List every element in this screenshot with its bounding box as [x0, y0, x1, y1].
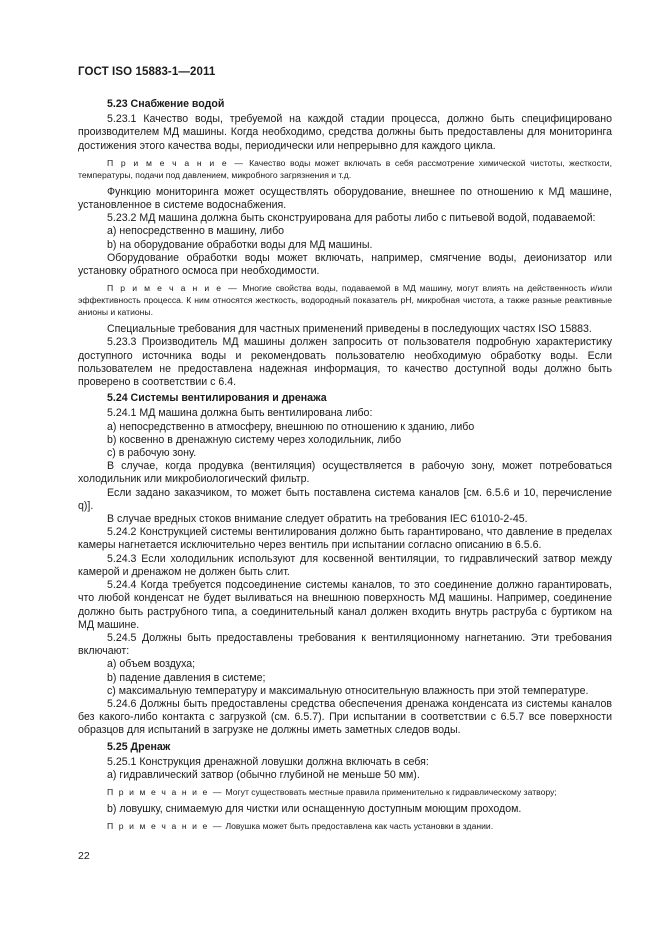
list-item: b) на оборудование обработки воды для МД машины. — [107, 238, 373, 251]
note-label: П р и м е ч а н и е — — [107, 157, 245, 168]
paragraph-monitoring: Функцию мониторинга может осуществлять оборудование, внешнее по отношению к МД машине, установленное в системе водоснабжения. — [78, 185, 612, 212]
paragraph-harmful-effluents: В случае вредных стоков внимание следует обратить на требования IEC 61010-2-45. — [107, 513, 528, 526]
list-item: a) непосредственно в атмосферу, внешнюю по отношению к зданию, либо — [107, 420, 475, 433]
note-water-quality — [78, 157, 612, 181]
section-heading-5-23: 5.23 Снабжение водой — [107, 98, 225, 110]
note-water-properties — [78, 282, 612, 318]
note-text: Ловушка может быть предоставлена как часть установки в здании. — [225, 821, 494, 832]
paragraph-5-23-1: 5.23.1 Качество воды, требуемой на каждой стадии процесса, должно быть специфицировано производителем МД машины. Когда необходимо, средства должны быть предоставлены для мониторинга достижения этого качества воды, периодически или непрерывно для каждого цикла. — [78, 113, 612, 152]
paragraph-5-24-3: 5.24.3 Если холодильник используют для косвенной вентиляции, то гидравлический затвор между камерой и дренажом не должен быть слит. — [78, 552, 612, 578]
page-number: 22 — [78, 850, 90, 862]
note-text: Могут существовать местные правила применительно к гидравлическому затвору; — [225, 787, 557, 798]
note-text: Качество воды может включать в себя рассмотрение химической чистоты, жесткости, температуры, подачи под давлением, микробного загрязнения и т.д. — [78, 157, 612, 180]
paragraph-customer-channels: Если задано заказчиком, то может быть поставлена система каналов [см. 6.5.6 и 10, перечисление q)]. — [78, 486, 612, 512]
paragraph-5-23-3: 5.23.3 Производитель МД машины должен запросить от пользователя подробную характеристику доступного источника воды и рекомендовать пользователю необходимую обработку воды. Если пользователем не предоставлена надежная информация, то качество доступной воды должно быть проверено в соответствии с 6.4. — [78, 336, 612, 389]
list-item: b) косвенно в дренажную систему через холодильник, либо — [107, 433, 402, 446]
note-trap-installation — [78, 820, 612, 832]
list-item: a) гидравлический затвор (обычно глубиной не меньше 50 мм). — [107, 768, 420, 781]
paragraph-5-23-2: 5.23.2 МД машина должна быть сконструирована для работы либо с питьевой водой, подаваемой: — [107, 212, 596, 225]
list-item: c) максимальную температуру и максимальную относительную влажность при этой температуре. — [107, 684, 589, 697]
section-heading-5-25: 5.25 Дренаж — [107, 740, 171, 753]
document-body — [78, 95, 612, 837]
list-item: a) объем воздуха; — [107, 658, 196, 671]
note-label: П р и м е ч а н и е — — [107, 283, 239, 294]
paragraph-ventilation-zone: В случае, когда продувка (вентиляция) осуществляется в рабочую зону, может потребоваться холодильник или микробиологический фильтр. — [78, 460, 612, 486]
document-header: ГОСТ ISO 15883-1—2011 — [78, 66, 216, 78]
paragraph-5-24-6: 5.24.6 Должны быть предоставлены средства обеспечения дренажа конденсата из системы каналов без какого-либо контакта с загрузкой (см. 6.5.7). При испытании в соответствии с 6.5.7 все поверхности образцов для испытаний в загрузке не должны иметь заметных следов воды. — [78, 697, 612, 737]
paragraph-5-25-1: 5.25.1 Конструкция дренажной ловушки должна включать в себя: — [107, 755, 429, 768]
list-item: c) в рабочую зону. — [107, 447, 197, 460]
note-text: Многие свойства воды, подаваемой в МД машину, могут влиять на действенность и/или эффективность процесса. К ним относятся жесткость, водородный показатель pH, микробная чистота, а также разные реактивные анионы и катионы. — [78, 283, 612, 318]
note-label: П р и м е ч а н и е — — [107, 787, 224, 798]
paragraph-5-24-2: 5.24.2 Конструкцией системы вентилирования должно быть гарантировано, что давление в пределах камеры нагнетается исключительно через вентиль при испытании согласно описанию в 6.5.6. — [78, 526, 612, 552]
paragraph-5-24-1: 5.24.1 МД машина должна быть вентилирована либо: — [107, 407, 373, 420]
list-item: a) непосредственно в машину, либо — [107, 225, 285, 238]
paragraph-5-24-5: 5.24.5 Должны быть предоставлены требования к вентиляционному нагнетанию. Эти требования включают: — [78, 631, 612, 658]
note-hydraulic-seal — [78, 786, 612, 798]
paragraph-5-24-4: 5.24.4 Когда требуется подсоединение системы каналов, то это соединение должно гарантировать, что любой конденсат не будет выливаться на внешнюю поверхность МД машины. Например, соединение должно быть раструбного типа, а соединительный канал должен входить внутрь раструба с буртиком на МД машине. — [78, 579, 612, 631]
list-item: b) ловушку, снимаемую для чистки или оснащенную доступным моющим проходом. — [107, 803, 522, 816]
list-item: b) падение давления в системе; — [107, 671, 266, 684]
paragraph-special-requirements: Специальные требования для частных применений приведены в последующих частях ISO 15883. — [107, 323, 592, 336]
section-heading-5-24: 5.24 Системы вентилирования и дренажа — [107, 392, 327, 405]
paragraph-water-treatment: Оборудование обработки воды может включать, например, смягчение воды, деионизатор или установку обратного осмоса при необходимости. — [78, 251, 612, 278]
note-label: П р и м е ч а н и е — — [107, 821, 224, 832]
